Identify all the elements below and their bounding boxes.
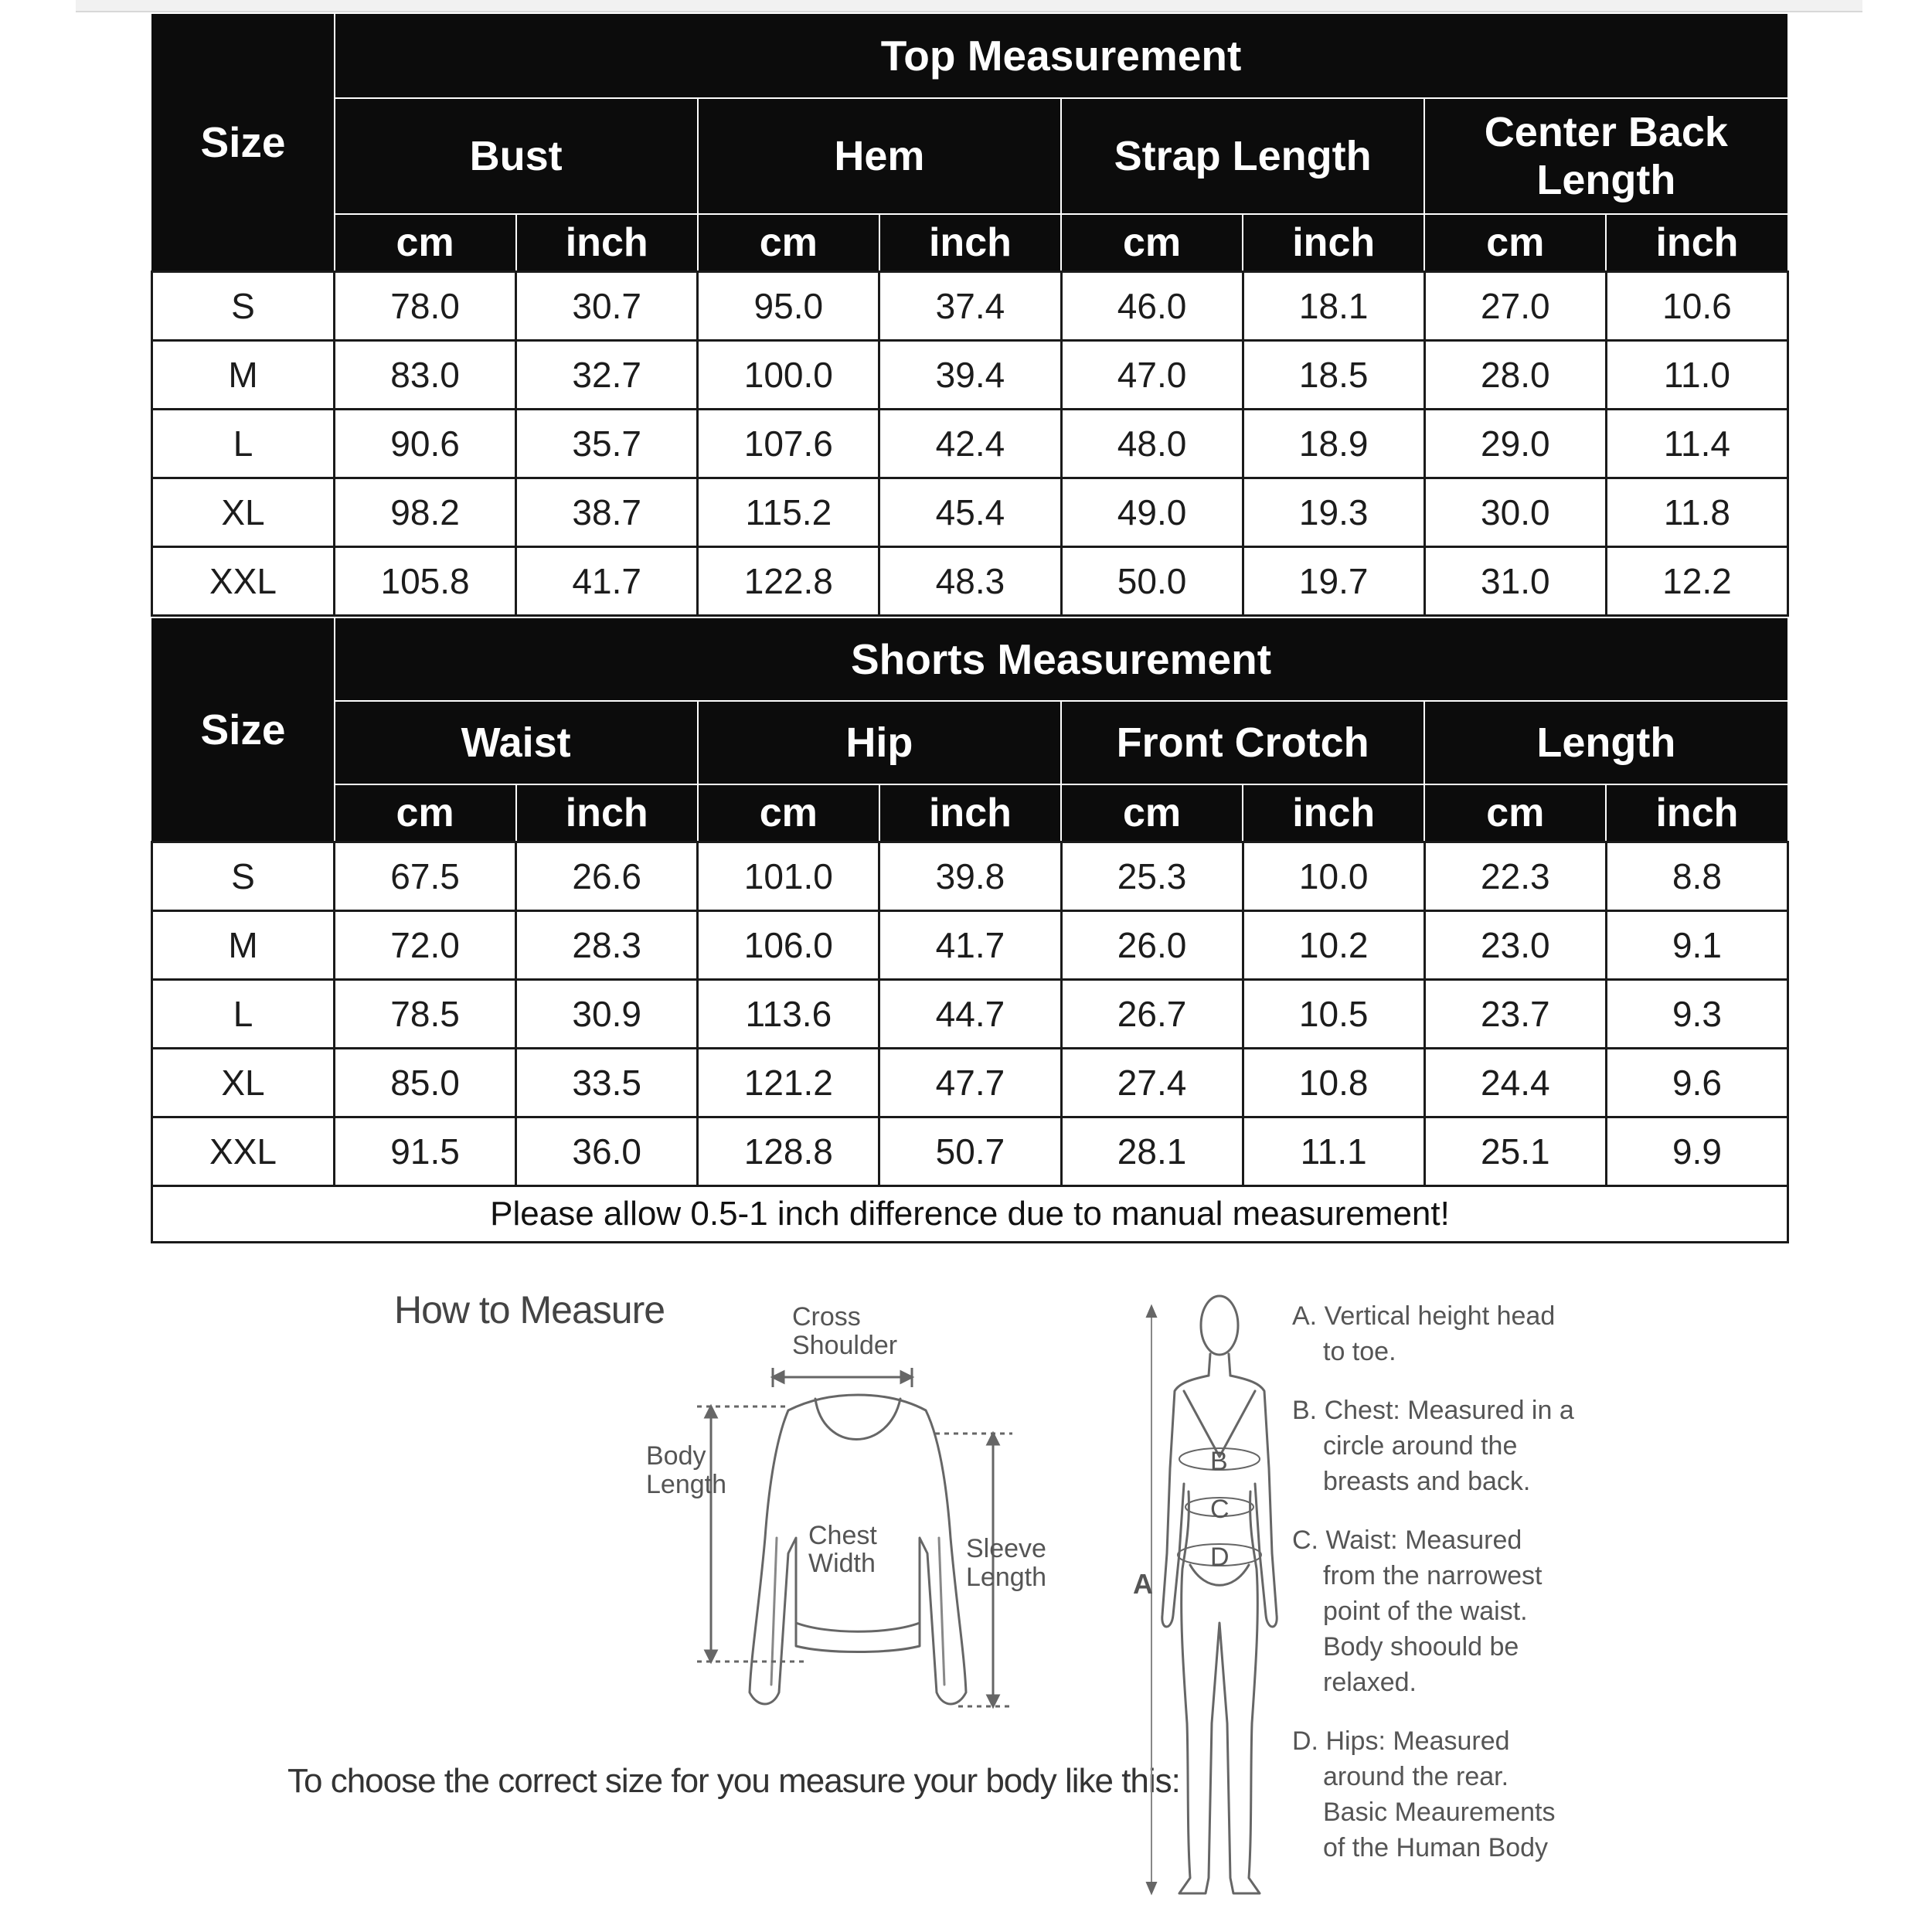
value-cell: 42.4 (879, 410, 1061, 478)
value-cell: 32.7 (516, 341, 698, 410)
size-chart (151, 12, 1789, 1243)
shorts-group-headers (152, 701, 1788, 784)
value-cell: 12.2 (1606, 547, 1787, 616)
value-cell: 38.7 (516, 478, 698, 547)
unit-cm: cm (335, 784, 516, 842)
value-cell: 106.0 (698, 911, 879, 980)
table-row (152, 1117, 1788, 1186)
value-cell: 25.3 (1061, 842, 1243, 911)
measurement-legend (1292, 1298, 1586, 1889)
value-cell: 27.0 (1424, 272, 1606, 341)
shorts-unit-headers (152, 784, 1788, 842)
value-cell: 47.0 (1061, 341, 1243, 410)
value-cell: 30.7 (516, 272, 698, 341)
value-cell: 100.0 (698, 341, 879, 410)
value-cell: 10.6 (1606, 272, 1787, 341)
value-cell: 39.4 (879, 341, 1061, 410)
value-cell: 39.8 (879, 842, 1061, 911)
value-cell: 31.0 (1424, 547, 1606, 616)
size-cell: S (152, 842, 335, 911)
human-body-diagram (1128, 1291, 1298, 1909)
unit-inch: inch (1606, 784, 1787, 842)
value-cell: 23.7 (1424, 980, 1606, 1049)
unit-cm: cm (698, 784, 879, 842)
value-cell: 78.5 (335, 980, 516, 1049)
value-cell: 19.3 (1243, 478, 1424, 547)
value-cell: 35.7 (516, 410, 698, 478)
group-strap-length: Strap Length (1061, 98, 1424, 214)
value-cell: 29.0 (1424, 410, 1606, 478)
group-hem: Hem (698, 98, 1061, 214)
value-cell: 46.0 (1061, 272, 1243, 341)
value-cell: 28.0 (1424, 341, 1606, 410)
value-cell: 28.3 (516, 911, 698, 980)
size-cell: L (152, 410, 335, 478)
value-cell: 44.7 (879, 980, 1061, 1049)
value-cell: 95.0 (698, 272, 879, 341)
sweater-diagram (634, 1283, 1066, 1716)
legend-item-c: C. Waist: Measured from the narrowest point of the waist. Body shoould be relaxed. (1292, 1526, 1543, 1697)
value-cell: 11.4 (1606, 410, 1787, 478)
value-cell: 9.9 (1606, 1117, 1787, 1186)
value-cell: 72.0 (335, 911, 516, 980)
unit-inch: inch (879, 214, 1061, 272)
group-front-crotch: Front Crotch (1061, 701, 1424, 784)
value-cell: 101.0 (698, 842, 879, 911)
shorts-measurement-title: Shorts Measurement (335, 617, 1788, 701)
value-cell: 11.0 (1606, 341, 1787, 410)
top-measurement-table (151, 12, 1789, 617)
value-cell: 48.3 (879, 547, 1061, 616)
value-cell: 36.0 (516, 1117, 698, 1186)
value-cell: 18.9 (1243, 410, 1424, 478)
marker-c: C (1210, 1495, 1230, 1524)
legend-item-a: A. Vertical height head to toe. (1292, 1301, 1556, 1366)
value-cell: 18.1 (1243, 272, 1424, 341)
value-cell: 121.2 (698, 1049, 879, 1117)
value-cell: 47.7 (879, 1049, 1061, 1117)
size-cell: XXL (152, 547, 335, 616)
value-cell: 41.7 (516, 547, 698, 616)
table-row (152, 842, 1788, 911)
measurement-note: Please allow 0.5-1 inch difference due to manual measurement! (152, 1187, 1788, 1243)
shorts-measurement-table (151, 617, 1789, 1187)
value-cell: 10.5 (1243, 980, 1424, 1049)
value-cell: 107.6 (698, 410, 879, 478)
legend-item-d: D. Hips: Measured around the rear. Basic Meaurements of the Human Body (1292, 1726, 1556, 1862)
marker-b: B (1210, 1447, 1228, 1476)
sleeve-length-label-2: Length (966, 1563, 1046, 1592)
table-row (152, 272, 1788, 341)
group-hip: Hip (698, 701, 1061, 784)
group-bust: Bust (335, 98, 698, 214)
legend-item-b: B. Chest: Measured in a circle around the breasts and back. (1292, 1396, 1574, 1496)
size-cell: M (152, 911, 335, 980)
value-cell: 18.5 (1243, 341, 1424, 410)
body-length-label-2: Length (646, 1470, 726, 1499)
value-cell: 50.0 (1061, 547, 1243, 616)
top-unit-headers (152, 214, 1788, 272)
value-cell: 24.4 (1424, 1049, 1606, 1117)
size-cell: XL (152, 478, 335, 547)
sleeve-length-label-1: Sleeve (966, 1534, 1046, 1563)
top-measurement-title: Top Measurement (335, 13, 1788, 98)
size-cell: XL (152, 1049, 335, 1117)
value-cell: 37.4 (879, 272, 1061, 341)
size-cell: M (152, 341, 335, 410)
chest-width-label-1: Chest (808, 1521, 877, 1550)
value-cell: 113.6 (698, 980, 879, 1049)
value-cell: 23.0 (1424, 911, 1606, 980)
unit-inch: inch (516, 784, 698, 842)
cross-shoulder-label-2: Shoulder (792, 1331, 898, 1360)
table-row (152, 547, 1788, 616)
shorts-table-body (152, 842, 1788, 1186)
value-cell: 98.2 (335, 478, 516, 547)
value-cell: 22.3 (1424, 842, 1606, 911)
how-to-measure-title: How to Measure (394, 1288, 665, 1332)
unit-inch: inch (516, 214, 698, 272)
table-row (152, 410, 1788, 478)
value-cell: 122.8 (698, 547, 879, 616)
group-length: Length (1424, 701, 1787, 784)
unit-cm: cm (1061, 784, 1243, 842)
unit-inch: inch (1243, 214, 1424, 272)
size-cell: S (152, 272, 335, 341)
value-cell: 128.8 (698, 1117, 879, 1186)
marker-a: A (1133, 1568, 1153, 1600)
value-cell: 10.2 (1243, 911, 1424, 980)
value-cell: 25.1 (1424, 1117, 1606, 1186)
value-cell: 78.0 (335, 272, 516, 341)
size-cell: L (152, 980, 335, 1049)
size-cell: XXL (152, 1117, 335, 1186)
table-row (152, 1049, 1788, 1117)
top-group-headers (152, 98, 1788, 214)
value-cell: 83.0 (335, 341, 516, 410)
value-cell: 45.4 (879, 478, 1061, 547)
value-cell: 27.4 (1061, 1049, 1243, 1117)
value-cell: 48.0 (1061, 410, 1243, 478)
unit-cm: cm (1424, 784, 1606, 842)
value-cell: 50.7 (879, 1117, 1061, 1186)
marker-d: D (1210, 1543, 1230, 1572)
cross-shoulder-label-1: Cross (792, 1302, 861, 1332)
value-cell: 30.9 (516, 980, 698, 1049)
unit-inch: inch (879, 784, 1061, 842)
value-cell: 10.8 (1243, 1049, 1424, 1117)
measurement-note-table (151, 1187, 1789, 1243)
value-cell: 28.1 (1061, 1117, 1243, 1186)
value-cell: 19.7 (1243, 547, 1424, 616)
choose-size-instruction: To choose the correct size for you measure your body like this: (287, 1762, 1180, 1800)
value-cell: 26.0 (1061, 911, 1243, 980)
top-table-body (152, 272, 1788, 616)
value-cell: 33.5 (516, 1049, 698, 1117)
value-cell: 90.6 (335, 410, 516, 478)
value-cell: 67.5 (335, 842, 516, 911)
value-cell: 11.8 (1606, 478, 1787, 547)
table-row (152, 980, 1788, 1049)
value-cell: 11.1 (1243, 1117, 1424, 1186)
size-header: Size (152, 617, 335, 842)
table-row (152, 341, 1788, 410)
value-cell: 9.3 (1606, 980, 1787, 1049)
value-cell: 30.0 (1424, 478, 1606, 547)
unit-cm: cm (335, 214, 516, 272)
unit-cm: cm (698, 214, 879, 272)
size-header: Size (152, 13, 335, 272)
value-cell: 85.0 (335, 1049, 516, 1117)
value-cell: 9.1 (1606, 911, 1787, 980)
table-row (152, 478, 1788, 547)
value-cell: 26.6 (516, 842, 698, 911)
group-center-back-length: Center Back Length (1424, 98, 1787, 214)
unit-inch: inch (1606, 214, 1787, 272)
unit-inch: inch (1243, 784, 1424, 842)
unit-cm: cm (1061, 214, 1243, 272)
chest-width-label-2: Width (808, 1549, 876, 1578)
value-cell: 8.8 (1606, 842, 1787, 911)
value-cell: 91.5 (335, 1117, 516, 1186)
how-to-measure-section (0, 1267, 1932, 1932)
value-cell: 115.2 (698, 478, 879, 547)
value-cell: 105.8 (335, 547, 516, 616)
unit-cm: cm (1424, 214, 1606, 272)
value-cell: 10.0 (1243, 842, 1424, 911)
value-cell: 49.0 (1061, 478, 1243, 547)
table-row (152, 911, 1788, 980)
value-cell: 9.6 (1606, 1049, 1787, 1117)
value-cell: 41.7 (879, 911, 1061, 980)
group-waist: Waist (335, 701, 698, 784)
body-length-label-1: Body (646, 1441, 706, 1471)
top-edge-strip (76, 0, 1862, 12)
value-cell: 26.7 (1061, 980, 1243, 1049)
